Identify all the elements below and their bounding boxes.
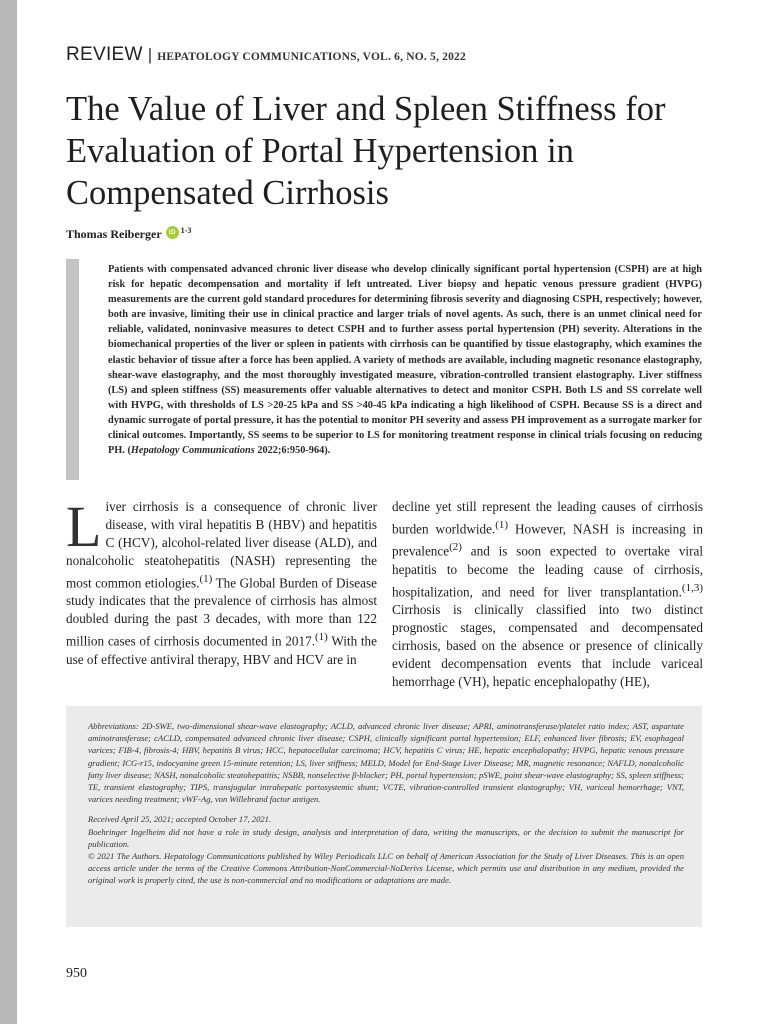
body-text: With the use of effective antiviral therapy, HBV and HCV are in bbox=[66, 633, 377, 667]
abstract-accent-bar bbox=[66, 259, 79, 480]
funding-note: Boehringer Ingelheim did not have a role in study design, analysis and interpretation of data, writing the manuscripts, or the decision to submit the manuscript for publication. bbox=[88, 826, 684, 849]
reference-link[interactable]: (1,3) bbox=[681, 581, 703, 594]
reference-link[interactable]: (1) bbox=[199, 573, 213, 585]
body-text: and is soon expected to overtake viral hepatitis to become the leading cause of cirrhosis, hospitalization, and need for liver transplantation. bbox=[392, 543, 703, 600]
body-text: However, NASH is increasing in prevalence bbox=[392, 521, 703, 559]
reference-link[interactable]: (1) bbox=[315, 631, 328, 644]
body-text: Cirrhosis is clinically classified into two distinct prognostic stages, compensated and decompensated cirrhosis, based on the absence or presence of clinically evident decompensation events that include variceal hemorrhage (VH), hepatic encephalopathy (HE), bbox=[392, 602, 703, 690]
reference-link[interactable]: (2) bbox=[449, 541, 462, 554]
abbreviations-note: Abbreviations: 2D-SWE, two-dimensional shear-wave elastography; ACLD, advanced chronic liver disease; APRI, aminotransferase/platelet ratio index; AST, aspartate aminotransferase; cACLD, compensated advanced chronic liver disease; CSPH, clinically significant portal hypertension; ELF, enhanced liver fibrosis; EV, esophageal varices; FIB-4, fibrosis-4; HBV, hepatitis B virus; HCC, hepatocellular carcinoma; HCV, hepatitis C virus; HE, hepatic encephalopathy; HVPG, hepatic venous pressure gradient; ICG-r15, indocyanine green 15-minute retention; LS, liver stiffness; MELD, Model for End-Stage Liver Disease; MR, magnetic resonance; NAFLD, nonalcoholic fatty liver disease; NASH, nonalcoholic steatohepatitis; NSBB, nonselective β-blocker; PH, portal hypertension; pSWE, point shear-wave elastography; SS, spleen stiffness; TE, transient elastography; TIPS, transjugular intrahepatic portosystemic shunt; VCTE, vibration-controlled transient elastography; VH, variceal hemorrhage; VNT, varices needing treatment; vWF-Ag, von Willebrand factor antigen. bbox=[88, 721, 684, 805]
body-text: The Global Burden of Disease study indicates that the prevalence of cirrhosis has almost doubled during the past 3 decades, with more than 122 million cases of cirrhosis documented in 2017. bbox=[66, 575, 377, 649]
received-note: Received April 25, 2021; accepted October 17, 2021. bbox=[88, 814, 272, 825]
author-name: Thomas Reiberger bbox=[66, 227, 162, 241]
page-number: 950 bbox=[66, 966, 87, 981]
orcid-icon[interactable]: iD bbox=[166, 226, 179, 239]
body-text: iver cirrhosis is a consequence of chronic liver disease, with viral hepatitis B (HBV) and hepatitis C (HCV), alcohol-related liver disease (ALD), and nonalcoholic steatohepatitis (NASH) representing the most common etiologies. bbox=[66, 499, 377, 591]
body-paragraph bbox=[66, 494, 377, 669]
body-column-right bbox=[392, 498, 703, 691]
abstract bbox=[108, 262, 702, 458]
copyright-note: © 2021 The Authors. Hepatology Communications published by Wiley Periodicals LLC on behalf of American Association for the Study of Liver Diseases. This is an open access article under the terms of the Creative Commons Attribution-NonCommercial-NoDerivs License, which permits use and distribution in any medium, provided the original work is properly cited, the use is non-commercial and no modifications or adaptations are made. bbox=[88, 851, 684, 886]
journal-citation: HEPATOLOGY COMMUNICATIONS, VOL. 6, NO. 5, 2022 bbox=[157, 51, 466, 63]
running-header bbox=[66, 44, 466, 66]
abstract-text: Patients with compensated advanced chronic liver disease who develop clinically significant portal hypertension (CSPH) are at high risk for hepatic decompensation and mortality if left untreated. Liver biopsy and hepatic venous pressure gradient (HVPG) measurements are the current gold standard procedures for determining fibrosis severity and diagnosing CSPH, respectively; however, both are invasive, limiting their use in clinical practice and larger trials of novel agents. As such, there is an unmet clinical need for reliable, validated, noninvasive measures to detect CSPH and to further assess portal hypertension (PH) severity. Alterations in the biomechanical properties of the liver or spleen in patients with cirrhosis can be quantified by tissue elastography, which examines the elastic behavior of tissue after a force has been applied. A variety of methods are available, including magnetic resonance elastography, shear-wave elastography, and the most thoroughly investigated measure, vibration-controlled transient elastography. Liver stiffness (LS) and spleen stiffness (SS) measurements offer valuable alternatives to detect and monitor CSPH. Both LS and SS correlate well with HVPG, with thresholds of LS >20-25 kPa and SS >40-45 kPa indicating a high likelihood of CSPH. Because SS is a direct and dynamic surrogate of portal pressure, it has the potential to monitor PH severity and assess PH improvement as a surrogate marker for clinical outcomes. Importantly, SS seems to be superior to LS for monitoring treatment response in clinical trials focusing on reducing PH. ( bbox=[108, 264, 702, 457]
footnote-content bbox=[88, 720, 684, 887]
drop-cap: L bbox=[66, 494, 102, 559]
abstract-citation-journal: Hepatology Communications bbox=[130, 445, 255, 457]
author-affiliations: 1-3 bbox=[180, 226, 192, 235]
abstract-citation-rest: 2022;6:950-964). bbox=[254, 445, 331, 457]
body-text: decline yet still represent the leading causes of cirrhosis burden worldwide. bbox=[392, 499, 703, 537]
page-edge-bar bbox=[0, 0, 17, 1024]
section-label: REVIEW bbox=[66, 44, 143, 65]
body-paragraph bbox=[392, 498, 703, 691]
reference-link[interactable]: (1) bbox=[495, 519, 509, 531]
header-separator: | bbox=[147, 45, 153, 64]
author-line bbox=[66, 227, 191, 242]
body-column-left bbox=[66, 494, 377, 669]
article-title: The Value of Liver and Spleen Stiffness for Evaluation of Portal Hypertension in Compensated Cirrhosis bbox=[66, 90, 666, 212]
